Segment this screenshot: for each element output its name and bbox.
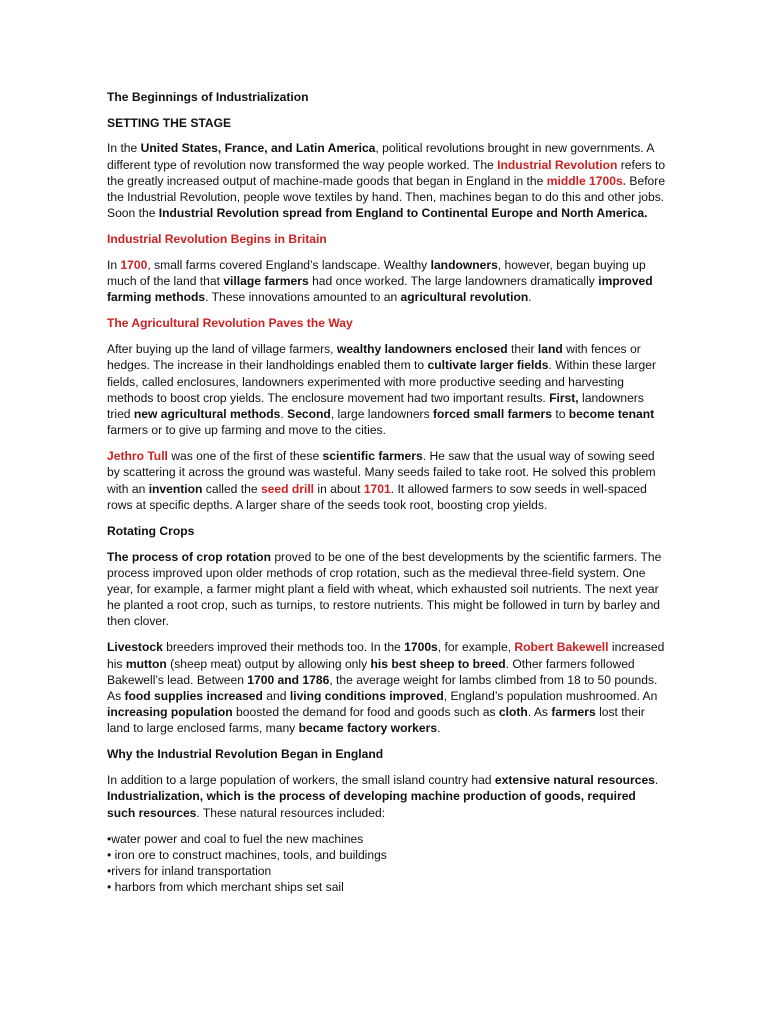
text-run: . — [528, 290, 532, 305]
text-run: landowners tried — [107, 390, 644, 422]
paragraph-enclosure — [107, 341, 667, 438]
bold-run: his best sheep to breed — [370, 656, 506, 671]
bold-run: 1700s — [404, 640, 438, 655]
bold-run: invention — [148, 481, 203, 496]
text-run: , the average weight for lambs climbed from 18 to 50 pounds. As — [107, 672, 658, 704]
paragraph-jethro-tull — [107, 448, 667, 513]
text-run: had once worked. The large landowners dramatically — [308, 274, 599, 289]
bold-run: forced small farmers — [433, 407, 552, 422]
bold-run: mutton — [125, 656, 167, 671]
bold-run: farmers — [551, 705, 596, 720]
text-run: . Within these larger fields, called enclosures, landowners experimented with more productive seeding and harvesting methods to boost crop yields. The enclosure movement had two important results. — [107, 358, 657, 405]
text-run: , England’s population mushroomed. An — [443, 689, 658, 704]
bold-run: agricultural revolution — [400, 290, 529, 305]
bold-run: increasing population — [107, 705, 233, 720]
document-title: The Beginnings of Industrialization — [107, 90, 309, 104]
list-item: • iron ore to construct machines, tools, and buildings — [107, 847, 387, 862]
text-run: called the — [202, 481, 261, 496]
bold-run: Second — [287, 407, 331, 422]
bold-run: wealthy landowners enclosed — [336, 342, 508, 357]
bold-run: land — [537, 342, 563, 357]
text-run: , small farms covered England’s landscape. Wealthy — [147, 258, 431, 273]
highlight-run: 1700 — [120, 258, 148, 273]
list-item: •rivers for inland transportation — [107, 864, 272, 879]
text-run: Before the Industrial Revolution, people wove textiles by hand. Then, machines began to do this and other jobs. Soon the — [107, 173, 666, 221]
bold-run: scientific farmers — [322, 449, 423, 464]
text-run: refers to the greatly increased output of machine-made goods that began in England in the — [107, 157, 666, 188]
text-run: In the — [107, 141, 141, 156]
text-run: . These innovations amounted to an — [205, 290, 401, 305]
paragraph-britain — [107, 257, 667, 306]
text-run: After buying up the land of village farmers, — [107, 342, 337, 357]
text-run: . — [437, 721, 441, 736]
text-run: In — [107, 258, 121, 273]
document-page — [107, 89, 667, 895]
bold-run: 1700 and 1786 — [247, 672, 330, 687]
text-run: increased his — [107, 640, 665, 671]
paragraph-crop-rotation — [107, 549, 667, 630]
list-item: •water power and coal to fuel the new machines — [107, 831, 364, 846]
text-run: proved to be one of the best developments by the scientific farmers. The process improved upon older methods of crop rotation, such as the medieval three-field system. One year, for example, a farmer might plant a field with wheat, which exhausted soil nutrients. The next year he planted a root crop, such as turnips, to restore nutrients. This might be followed in turn by barley and then clover. — [107, 549, 662, 629]
highlight-run: Robert Bakewell — [514, 640, 609, 655]
highlight-run: middle 1700s. — [546, 173, 627, 188]
bold-run: cloth — [498, 705, 528, 720]
text-run: , political revolutions brought in new governments. A different type of revolution now transformed the way people worked. The — [107, 141, 654, 172]
bold-run: Industrial Revolution spread from England to Continental Europe and North America. — [158, 206, 648, 221]
text-run: in about — [314, 481, 364, 496]
text-run: to — [551, 407, 569, 422]
bold-run: First, — [549, 390, 579, 405]
highlight-run: seed drill — [260, 481, 315, 496]
text-run: In addition to a large population of workers, the small island country had — [107, 773, 495, 788]
bold-run: village farmers — [223, 274, 309, 289]
bold-run: cultivate larger fields — [427, 358, 549, 373]
section-heading-setting-stage: SETTING THE STAGE — [107, 115, 232, 130]
text-run: . It allowed farmers to sow seeds in well-spaced rows at specific depths. A larger share of the seeds took root, boosting crop yields. — [107, 481, 647, 512]
bold-run: improved farming methods — [107, 274, 653, 305]
text-run: , for example, — [437, 640, 515, 655]
paragraph-livestock — [107, 639, 667, 736]
highlight-run: 1701 — [363, 481, 391, 496]
bold-run: became factory workers — [298, 721, 438, 736]
text-run: . As — [527, 705, 552, 720]
bold-run: become tenant — [568, 407, 655, 422]
resources-list — [107, 831, 667, 896]
bold-run: The process of crop rotation — [107, 549, 271, 564]
text-run: . — [280, 407, 288, 422]
text-run: breeders improved their methods too. In the — [162, 640, 405, 655]
bold-run: extensive natural resources — [494, 773, 655, 788]
bold-run: United States, France, and Latin America — [140, 141, 376, 156]
text-run: farmers or to give up farming and move to the cities. — [107, 423, 386, 438]
text-run: (sheep meat) output by allowing only — [166, 656, 371, 671]
text-run: , large landowners — [330, 407, 433, 422]
highlight-run: Jethro Tull — [107, 449, 168, 464]
section-heading-agricultural: The Agricultural Revolution Paves the Way — [107, 316, 353, 331]
text-run: lost their land to large enclosed farms, many — [107, 705, 645, 736]
bold-run: living conditions improved — [289, 689, 444, 704]
text-run: with fences or hedges. The increase in their landholdings enabled them to — [107, 342, 641, 373]
list-item: • harbors from which merchant ships set sail — [107, 880, 344, 895]
section-heading-why-england: Why the Industrial Revolution Began in England — [107, 747, 384, 762]
highlight-run: Industrial Revolution — [497, 157, 618, 172]
text-run: , however, began buying up much of the land that — [107, 258, 646, 289]
text-run: . — [654, 773, 659, 788]
section-heading-rotating-crops: Rotating Crops — [107, 523, 195, 538]
bold-run: food supplies increased — [124, 689, 263, 704]
text-run: . He saw that the usual way of sowing seed by scattering it across the ground was wasteful. Many seeds failed to take root. He solved this problem with an — [107, 449, 656, 496]
text-run: . Other farmers followed Bakewell’s lead. Between — [107, 656, 635, 687]
bold-run: landowners — [430, 258, 498, 273]
text-run: was one of the first of these — [167, 449, 323, 464]
bold-run: Industrialization, which is the process of developing machine production of goods, required such resources — [107, 789, 636, 820]
bold-run: Livestock — [107, 640, 163, 655]
section-heading-britain: Industrial Revolution Begins in Britain — [107, 232, 327, 247]
text-run: boosted the demand for food and goods such as — [232, 705, 499, 720]
text-run: and — [262, 689, 290, 704]
text-run: their — [507, 342, 538, 357]
paragraph-intro — [107, 140, 667, 221]
paragraph-resources — [107, 772, 667, 821]
text-run: . These natural resources included: — [196, 805, 386, 820]
bold-run: new agricultural methods — [133, 407, 281, 422]
